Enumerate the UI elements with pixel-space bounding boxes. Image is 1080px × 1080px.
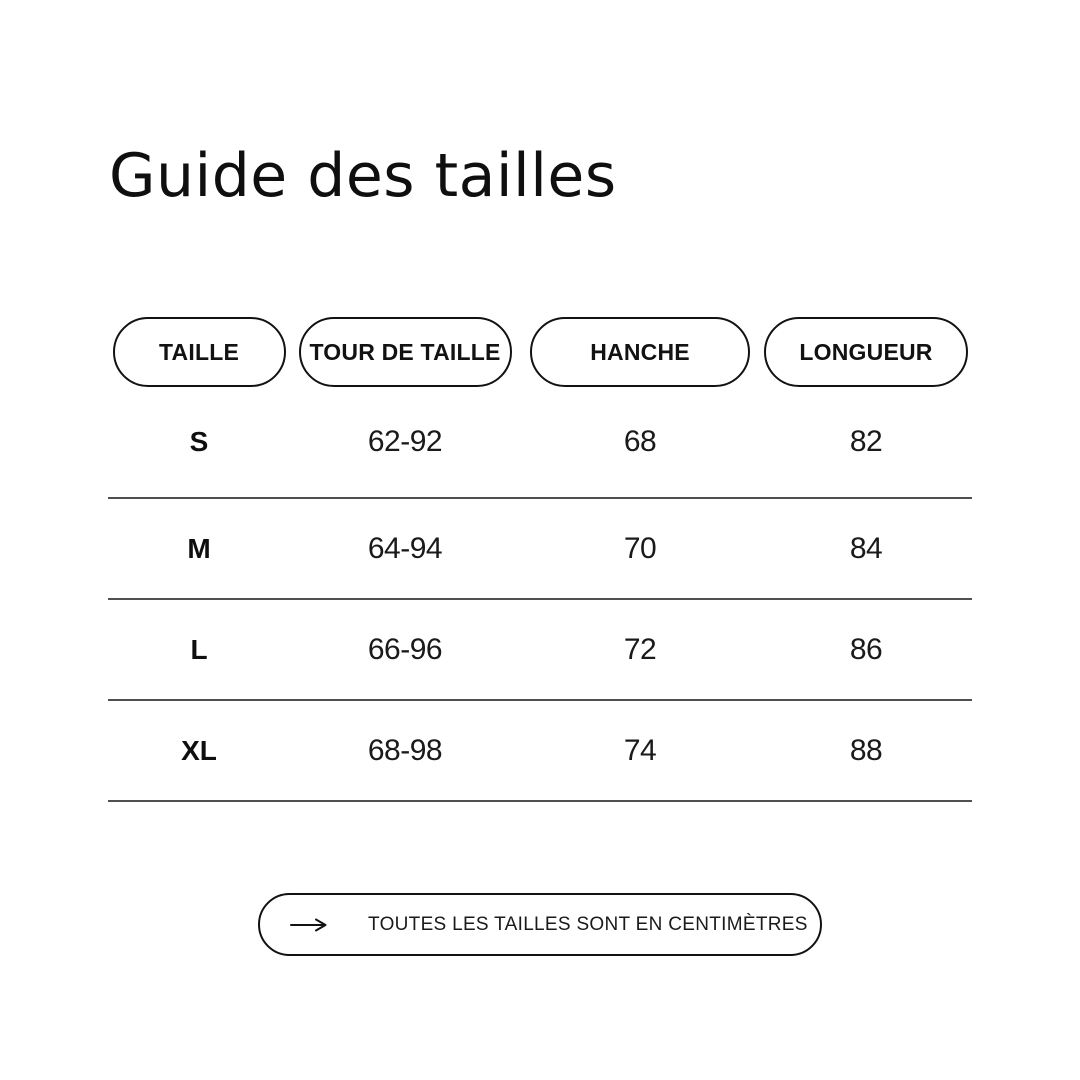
units-note-text: TOUTES LES TAILLES SONT EN CENTIMÈTRES (368, 913, 808, 935)
column-header-label: LONGUEUR (799, 338, 933, 365)
cell-longueur: 86 (849, 632, 883, 666)
cell-hanche: 70 (623, 531, 657, 565)
column-header-label: TOUR DE TAILLE (309, 338, 501, 365)
cell-tour-de-taille: 68-98 (367, 733, 443, 767)
cell-size: XL (181, 734, 217, 766)
header-cell-tour-de-taille (290, 317, 520, 387)
header-cell-longueur (760, 317, 972, 387)
table-row-m (108, 499, 972, 600)
table-row-l (108, 600, 972, 701)
size-table (108, 317, 972, 802)
size-table-header-row (108, 317, 972, 387)
page-title: Guide des tailles (109, 141, 617, 211)
cell-size: L (190, 633, 208, 665)
column-header-pill-hanche (530, 317, 750, 387)
cell-hanche: 72 (623, 632, 657, 666)
cell-size: M (187, 532, 211, 564)
cell-longueur: 88 (849, 733, 883, 767)
long-right-arrow-icon (290, 916, 330, 934)
column-header-label: TAILLE (159, 338, 239, 365)
cell-size: S (189, 426, 209, 457)
table-row-s (108, 387, 972, 499)
table-row-xl (108, 701, 972, 802)
cell-tour-de-taille: 66-96 (367, 632, 443, 666)
cell-tour-de-taille: 62-92 (367, 425, 443, 458)
column-header-label: HANCHE (590, 338, 690, 365)
header-cell-taille (108, 317, 290, 387)
cell-longueur: 82 (849, 425, 883, 458)
column-header-pill-taille (113, 317, 286, 387)
cell-hanche: 68 (623, 425, 657, 458)
column-header-pill-tour-de-taille (299, 317, 512, 387)
cell-tour-de-taille: 64-94 (367, 531, 443, 565)
cell-hanche: 74 (623, 733, 657, 767)
column-header-pill-longueur (764, 317, 968, 387)
header-cell-hanche (520, 317, 760, 387)
cell-longueur: 84 (849, 531, 883, 565)
units-note-pill (258, 893, 822, 956)
